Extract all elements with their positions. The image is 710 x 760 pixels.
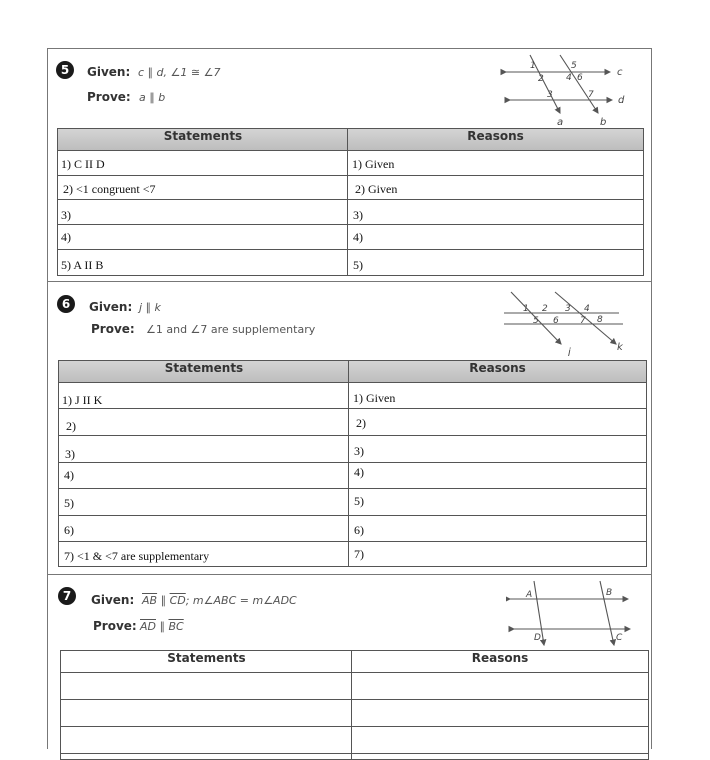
parallel-symbol: ∥ (159, 620, 165, 633)
angle-label: 2 (542, 304, 548, 314)
table-row (61, 700, 648, 727)
line-label: d (618, 95, 625, 106)
angle-label: 3 (547, 90, 553, 100)
prove-label: Prove: (87, 90, 131, 104)
line-label: a (557, 117, 564, 128)
line-label: k (617, 342, 623, 353)
angle-label: 6 (577, 73, 583, 83)
table-row (58, 200, 643, 225)
given-expression: c ∥ d, ∠1 ≅ ∠7 (138, 66, 221, 79)
prove-label: Prove: (91, 322, 135, 336)
reason-cell[interactable]: 3) (354, 444, 364, 458)
reasons-header: Reasons (352, 651, 648, 673)
problem-number: 5 (56, 61, 74, 79)
reason-cell[interactable]: 5) (354, 494, 364, 508)
table-row (59, 542, 646, 566)
problem-number: 6 (57, 295, 75, 313)
angle-label: 4 (566, 73, 572, 83)
column-divider (351, 651, 352, 759)
line-label: b (600, 117, 607, 128)
reason-cell[interactable]: 1) Given (352, 157, 395, 171)
angle-label: 7 (580, 316, 586, 326)
statement-cell[interactable]: 5) (64, 496, 74, 510)
reason-cell[interactable]: 4) (353, 230, 363, 244)
point-label: C (616, 633, 623, 643)
proof-table (57, 128, 644, 276)
reason-cell[interactable]: 7) (354, 547, 364, 561)
parallelogram-diagram (506, 579, 636, 649)
reason-cell[interactable]: 1) Given (353, 391, 396, 405)
table-row (61, 673, 648, 700)
table-row (59, 489, 646, 516)
given-label: Given: (89, 300, 133, 314)
given-rest: ; m∠ABC = m∠ADC (185, 594, 297, 607)
table-row (59, 383, 646, 409)
segment: $\overline{BC}$ (168, 620, 184, 633)
given-label: Given: (91, 593, 135, 607)
statements-header: Statements (59, 361, 349, 383)
statements-header: Statements (61, 651, 352, 673)
problem-number: 7 (58, 587, 76, 605)
point-label: A (526, 590, 533, 600)
angle-label: 3 (565, 304, 571, 314)
parallel-symbol: ∥ (160, 594, 167, 607)
angle-label: 1 (523, 304, 529, 314)
segment: $\overline{AD}$ (140, 620, 156, 633)
statement-cell[interactable]: 1) C II D (61, 157, 105, 171)
prove-expression: ∠1 and ∠7 are supplementary (146, 323, 316, 336)
column-divider (348, 361, 349, 566)
angle-label: 2 (538, 74, 544, 84)
statement-cell[interactable]: 5) A II B (61, 258, 104, 272)
statement-cell[interactable]: 1) J II K (62, 393, 103, 407)
prove-expression (140, 620, 184, 633)
line-label: j (568, 347, 571, 356)
table-row (59, 463, 646, 489)
proof-table (60, 650, 649, 760)
problem-7 (48, 574, 651, 750)
given-label: Given: (87, 65, 131, 79)
table-row (59, 516, 646, 542)
segment: $\overline{AB}$ (142, 594, 158, 607)
statements-header: Statements (58, 129, 348, 151)
point-label: D (534, 633, 541, 643)
angle-label: 4 (584, 304, 590, 314)
table-row (58, 225, 643, 250)
table-row (58, 151, 643, 176)
given-expression (142, 594, 297, 607)
given-expression: j ∥ k (139, 301, 161, 314)
reason-cell[interactable]: 6) (354, 523, 364, 537)
segment: $\overline{CD}$ (169, 594, 186, 607)
table-row (58, 176, 643, 200)
statement-cell[interactable]: 2) <1 congruent <7 (63, 182, 156, 196)
statement-cell[interactable]: 2) (66, 419, 76, 433)
reason-cell[interactable]: 2) Given (355, 182, 398, 196)
angle-label: 5 (533, 316, 539, 326)
statement-cell[interactable]: 7) <1 & <7 are supplementary (64, 549, 210, 563)
reason-cell[interactable]: 2) (356, 416, 366, 430)
column-divider (347, 129, 348, 275)
angle-label: 8 (597, 315, 603, 325)
angle-label: 1 (530, 61, 536, 71)
angle-label: 6 (553, 316, 559, 326)
problem-6 (48, 281, 651, 575)
table-row (59, 436, 646, 463)
line-label: c (617, 67, 623, 78)
parallel-lines-diagram (500, 51, 630, 129)
table-row (58, 250, 643, 275)
reason-cell[interactable]: 5) (353, 258, 363, 272)
table-row (61, 727, 648, 754)
point-label: B (606, 588, 613, 598)
angle-label: 5 (571, 61, 577, 71)
worksheet (47, 48, 652, 749)
parallel-lines-diagram (501, 288, 631, 356)
reasons-header: Reasons (348, 129, 643, 151)
proof-table (58, 360, 647, 567)
statement-cell[interactable]: 6) (64, 523, 74, 537)
angle-label: 7 (588, 90, 594, 100)
line-b (560, 55, 598, 113)
prove-label: Prove: (93, 619, 137, 633)
prove-expression: a ∥ b (139, 91, 166, 104)
reasons-header: Reasons (349, 361, 646, 383)
statement-cell[interactable]: 3) (61, 208, 71, 222)
reason-cell[interactable]: 4) (354, 465, 364, 479)
reason-cell[interactable]: 3) (353, 208, 363, 222)
table-row (59, 409, 646, 436)
statement-cell[interactable]: 3) (65, 447, 75, 461)
statement-cell[interactable]: 4) (61, 230, 71, 244)
problem-5 (48, 49, 651, 281)
statement-cell[interactable]: 4) (64, 468, 74, 482)
